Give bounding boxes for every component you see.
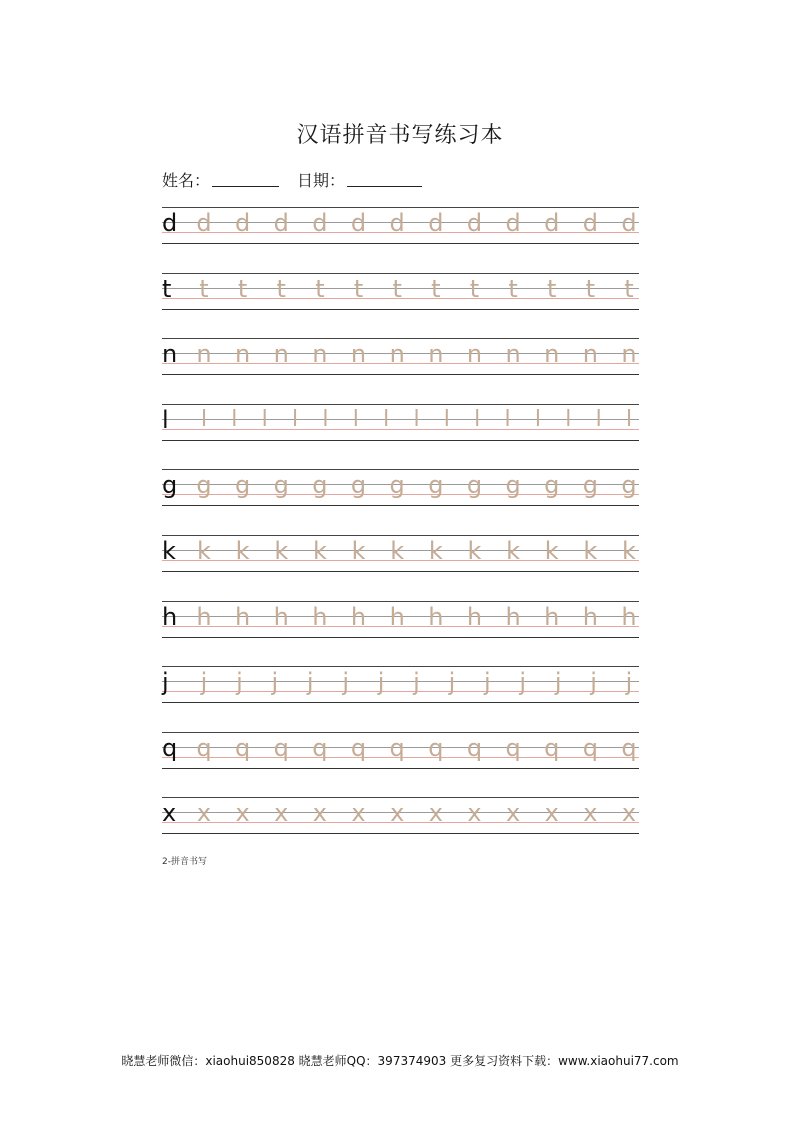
- guide-line: [162, 666, 639, 667]
- practice-row-x: [162, 797, 639, 851]
- guide-line: [162, 702, 639, 703]
- trace-letter: q: [389, 733, 405, 762]
- trace-letter: l: [292, 406, 299, 432]
- trace-letter: q: [350, 733, 367, 762]
- practice-row-d: [162, 207, 639, 261]
- trace-letter: t: [392, 274, 402, 303]
- trace-letter: j: [271, 668, 279, 697]
- guide-line: [162, 833, 639, 834]
- trace-letter: g: [312, 471, 328, 500]
- trace-letter: d: [235, 209, 251, 237]
- trace-letter: h: [196, 602, 212, 631]
- trace-letter: k: [622, 537, 636, 565]
- trace-letter: x: [312, 799, 328, 828]
- trace-letter: j: [413, 668, 420, 697]
- trace-letter: l: [565, 406, 572, 432]
- trace-letter: j: [519, 668, 527, 697]
- trace-letter: t: [276, 274, 286, 303]
- trace-letter: n: [196, 340, 212, 369]
- trace-letter: l: [352, 406, 359, 432]
- trace-letter: x: [621, 799, 637, 828]
- trace-letter: t: [508, 274, 518, 303]
- model-letter: d: [162, 209, 178, 237]
- trace-letter: t: [624, 274, 634, 303]
- practice-row-j: [162, 666, 639, 720]
- practice-row-k: [162, 535, 639, 589]
- trace-letter: l: [443, 406, 450, 432]
- trace-letter: l: [595, 406, 602, 432]
- trace-letter: g: [621, 471, 637, 500]
- trace-letter: l: [231, 406, 238, 432]
- trace-letter: t: [353, 274, 364, 303]
- model-letter: n: [162, 340, 178, 369]
- trace-letter: n: [350, 340, 367, 369]
- trace-letter: g: [466, 471, 483, 500]
- trace-letter: l: [200, 406, 208, 432]
- trace-letter: k: [351, 537, 366, 565]
- trace-letter: g: [389, 471, 405, 500]
- contact-footer: 晓慧老师微信：xiaohui850828 晓慧老师QQ：397374903 更多复习资料下载：www.xiaohui77.com: [121, 1054, 679, 1068]
- trace-letter: j: [448, 668, 456, 697]
- practice-row-t: [162, 273, 639, 327]
- trace-letter: x: [274, 799, 289, 828]
- trace-letter: l: [504, 406, 511, 432]
- trace-letter: x: [351, 799, 366, 828]
- trace-letter: d: [273, 209, 289, 237]
- trace-letter: d: [196, 209, 212, 237]
- trace-letter: j: [590, 668, 597, 697]
- trace-letter: n: [273, 340, 289, 369]
- trace-letter: d: [505, 209, 521, 237]
- trace-letter: t: [431, 274, 441, 303]
- trace-letter: g: [273, 471, 289, 500]
- trace-letter: d: [428, 209, 444, 237]
- trace-letter: x: [235, 799, 250, 828]
- model-letter: t: [162, 274, 172, 303]
- trace-letter: x: [390, 799, 405, 828]
- trace-letter: n: [466, 340, 483, 369]
- trace-letter: n: [235, 340, 251, 369]
- trace-letter: h: [273, 602, 289, 631]
- trace-letter: t: [237, 274, 248, 303]
- trace-letter: j: [554, 668, 562, 697]
- name-label: 姓名：: [162, 171, 211, 190]
- trace-letter: t: [547, 274, 557, 303]
- guide-line: [162, 571, 639, 572]
- trace-letter: x: [505, 799, 521, 828]
- trace-letter: h: [582, 602, 598, 631]
- trace-letter: k: [428, 537, 443, 565]
- trace-letter: g: [196, 471, 212, 500]
- trace-letter: n: [428, 340, 444, 369]
- model-letter: l: [162, 405, 169, 434]
- trace-letter: j: [200, 668, 208, 697]
- trace-letter: d: [312, 209, 328, 237]
- trace-letter: g: [235, 471, 251, 500]
- trace-letter: g: [582, 471, 598, 500]
- model-letter: j: [162, 668, 169, 697]
- trace-letter: h: [544, 602, 560, 631]
- trace-letter: q: [273, 733, 289, 762]
- trace-letter: d: [582, 209, 598, 237]
- date-label: 日期：: [297, 171, 346, 190]
- trace-letter: d: [466, 209, 483, 237]
- trace-letter: n: [312, 340, 328, 369]
- trace-letter: k: [312, 537, 327, 565]
- trace-letter: x: [428, 799, 443, 828]
- trace-letter: n: [621, 340, 637, 369]
- trace-letter: d: [389, 209, 405, 237]
- trace-letter: t: [199, 274, 209, 303]
- trace-letter: h: [428, 602, 444, 631]
- practice-row-l: [162, 404, 639, 458]
- trace-letter: j: [625, 668, 633, 697]
- trace-letter: q: [505, 733, 521, 762]
- trace-letter: q: [544, 733, 560, 762]
- model-letter: k: [162, 537, 176, 565]
- model-letter: h: [162, 602, 178, 631]
- trace-letter: l: [413, 406, 420, 432]
- trace-letter: g: [505, 471, 521, 500]
- trace-letter: j: [483, 668, 491, 697]
- trace-letter: j: [377, 668, 385, 697]
- page-title: 汉语拼音书写练习本: [296, 123, 504, 148]
- trace-letter: h: [235, 602, 251, 631]
- trace-letter: g: [350, 471, 367, 500]
- trace-letter: k: [390, 537, 405, 565]
- practice-row-h: [162, 601, 639, 655]
- trace-letter: l: [534, 406, 541, 432]
- guide-line: [162, 243, 639, 244]
- trace-letter: q: [235, 733, 251, 762]
- practice-row-g: [162, 469, 639, 523]
- practice-row-q: [162, 732, 639, 786]
- trace-letter: d: [350, 209, 367, 237]
- trace-letter: j: [342, 668, 349, 697]
- trace-letter: n: [389, 340, 405, 369]
- trace-letter: j: [306, 668, 314, 697]
- trace-letter: h: [350, 602, 367, 631]
- guide-line: [162, 505, 639, 506]
- trace-letter: n: [582, 340, 598, 369]
- trace-letter: q: [466, 733, 483, 762]
- trace-letter: n: [544, 340, 560, 369]
- trace-letter: h: [466, 602, 483, 631]
- guide-line: [162, 440, 639, 441]
- guide-line: [162, 309, 639, 310]
- trace-letter: h: [389, 602, 405, 631]
- trace-letter: t: [469, 274, 480, 303]
- trace-letter: x: [467, 799, 482, 828]
- trace-letter: k: [197, 537, 211, 565]
- trace-letter: x: [583, 799, 598, 828]
- trace-letter: k: [467, 537, 482, 565]
- trace-letter: x: [196, 799, 212, 828]
- trace-letter: j: [236, 668, 243, 697]
- model-letter: g: [162, 471, 178, 500]
- practice-row-n: [162, 338, 639, 392]
- guide-line: [162, 768, 639, 769]
- guide-line: [162, 374, 639, 375]
- trace-letter: t: [585, 274, 596, 303]
- trace-letter: q: [621, 733, 637, 762]
- trace-letter: l: [261, 406, 268, 432]
- trace-letter: q: [428, 733, 444, 762]
- trace-letter: k: [506, 537, 521, 565]
- trace-letter: g: [544, 471, 560, 500]
- trace-letter: k: [235, 537, 250, 565]
- trace-letter: q: [312, 733, 328, 762]
- trace-letter: h: [505, 602, 521, 631]
- trace-letter: k: [274, 537, 289, 565]
- trace-letter: l: [383, 406, 390, 432]
- trace-letter: l: [474, 406, 481, 432]
- trace-letter: g: [428, 471, 444, 500]
- guide-line: [162, 637, 639, 638]
- trace-letter: x: [544, 799, 559, 828]
- trace-letter: d: [544, 209, 560, 237]
- trace-letter: k: [544, 537, 559, 565]
- guide-line: [162, 681, 639, 682]
- trace-letter: h: [312, 602, 328, 631]
- trace-letter: q: [196, 733, 212, 762]
- trace-letter: l: [625, 406, 633, 432]
- trace-letter: q: [582, 733, 598, 762]
- model-letter: q: [162, 733, 178, 762]
- guide-line: [162, 691, 639, 692]
- footer-label: 2-拼音书写: [162, 857, 207, 867]
- trace-letter: l: [322, 406, 329, 432]
- trace-letter: n: [505, 340, 521, 369]
- trace-letter: t: [315, 274, 325, 303]
- model-letter: x: [162, 799, 177, 828]
- trace-letter: h: [621, 602, 637, 631]
- trace-letter: d: [621, 209, 637, 237]
- trace-letter: k: [583, 537, 598, 565]
